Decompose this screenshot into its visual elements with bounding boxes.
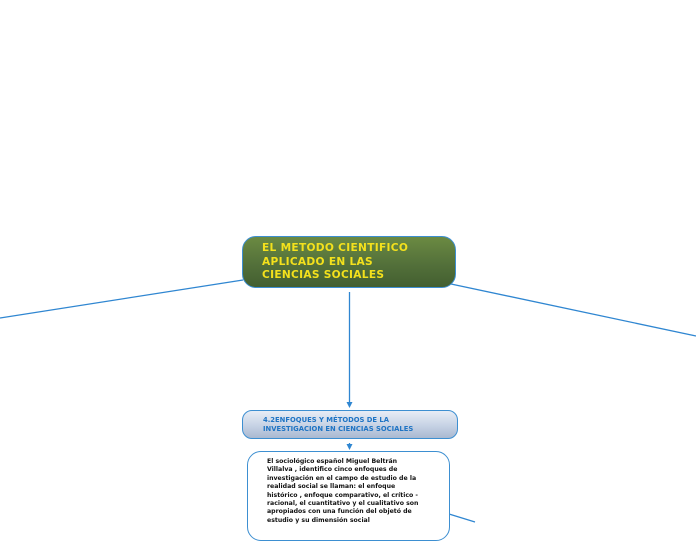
content-text: El sociológico español Miguel Beltrán Villalva , identifico cinco enfoques de investigación en el campo de estudio de la realidad social se llaman: el enfoque histórico , enfoque comparativo, el crítico - racional, el cuantitativo y el cualitativo son apropiados con una función del objetó de estudio y su dimensión social: [267, 458, 419, 524]
central-topic-node[interactable]: [242, 236, 456, 288]
central-topic-title: EL METODO CIENTIFICO APLICADO EN LAS CIENCIAS SOCIALES: [262, 242, 409, 281]
connector-left-branch: [0, 280, 243, 318]
content-text-node[interactable]: [247, 451, 450, 541]
subtopic-title: 4.2ENFOQUES Y MÉTODOS DE LA INVESTIGACION EN CIENCIAS SOCIALES: [263, 416, 414, 433]
connector-content-to-offscreen: [449, 514, 475, 522]
subtopic-node[interactable]: [242, 410, 458, 439]
connector-right-branch: [451, 284, 696, 336]
